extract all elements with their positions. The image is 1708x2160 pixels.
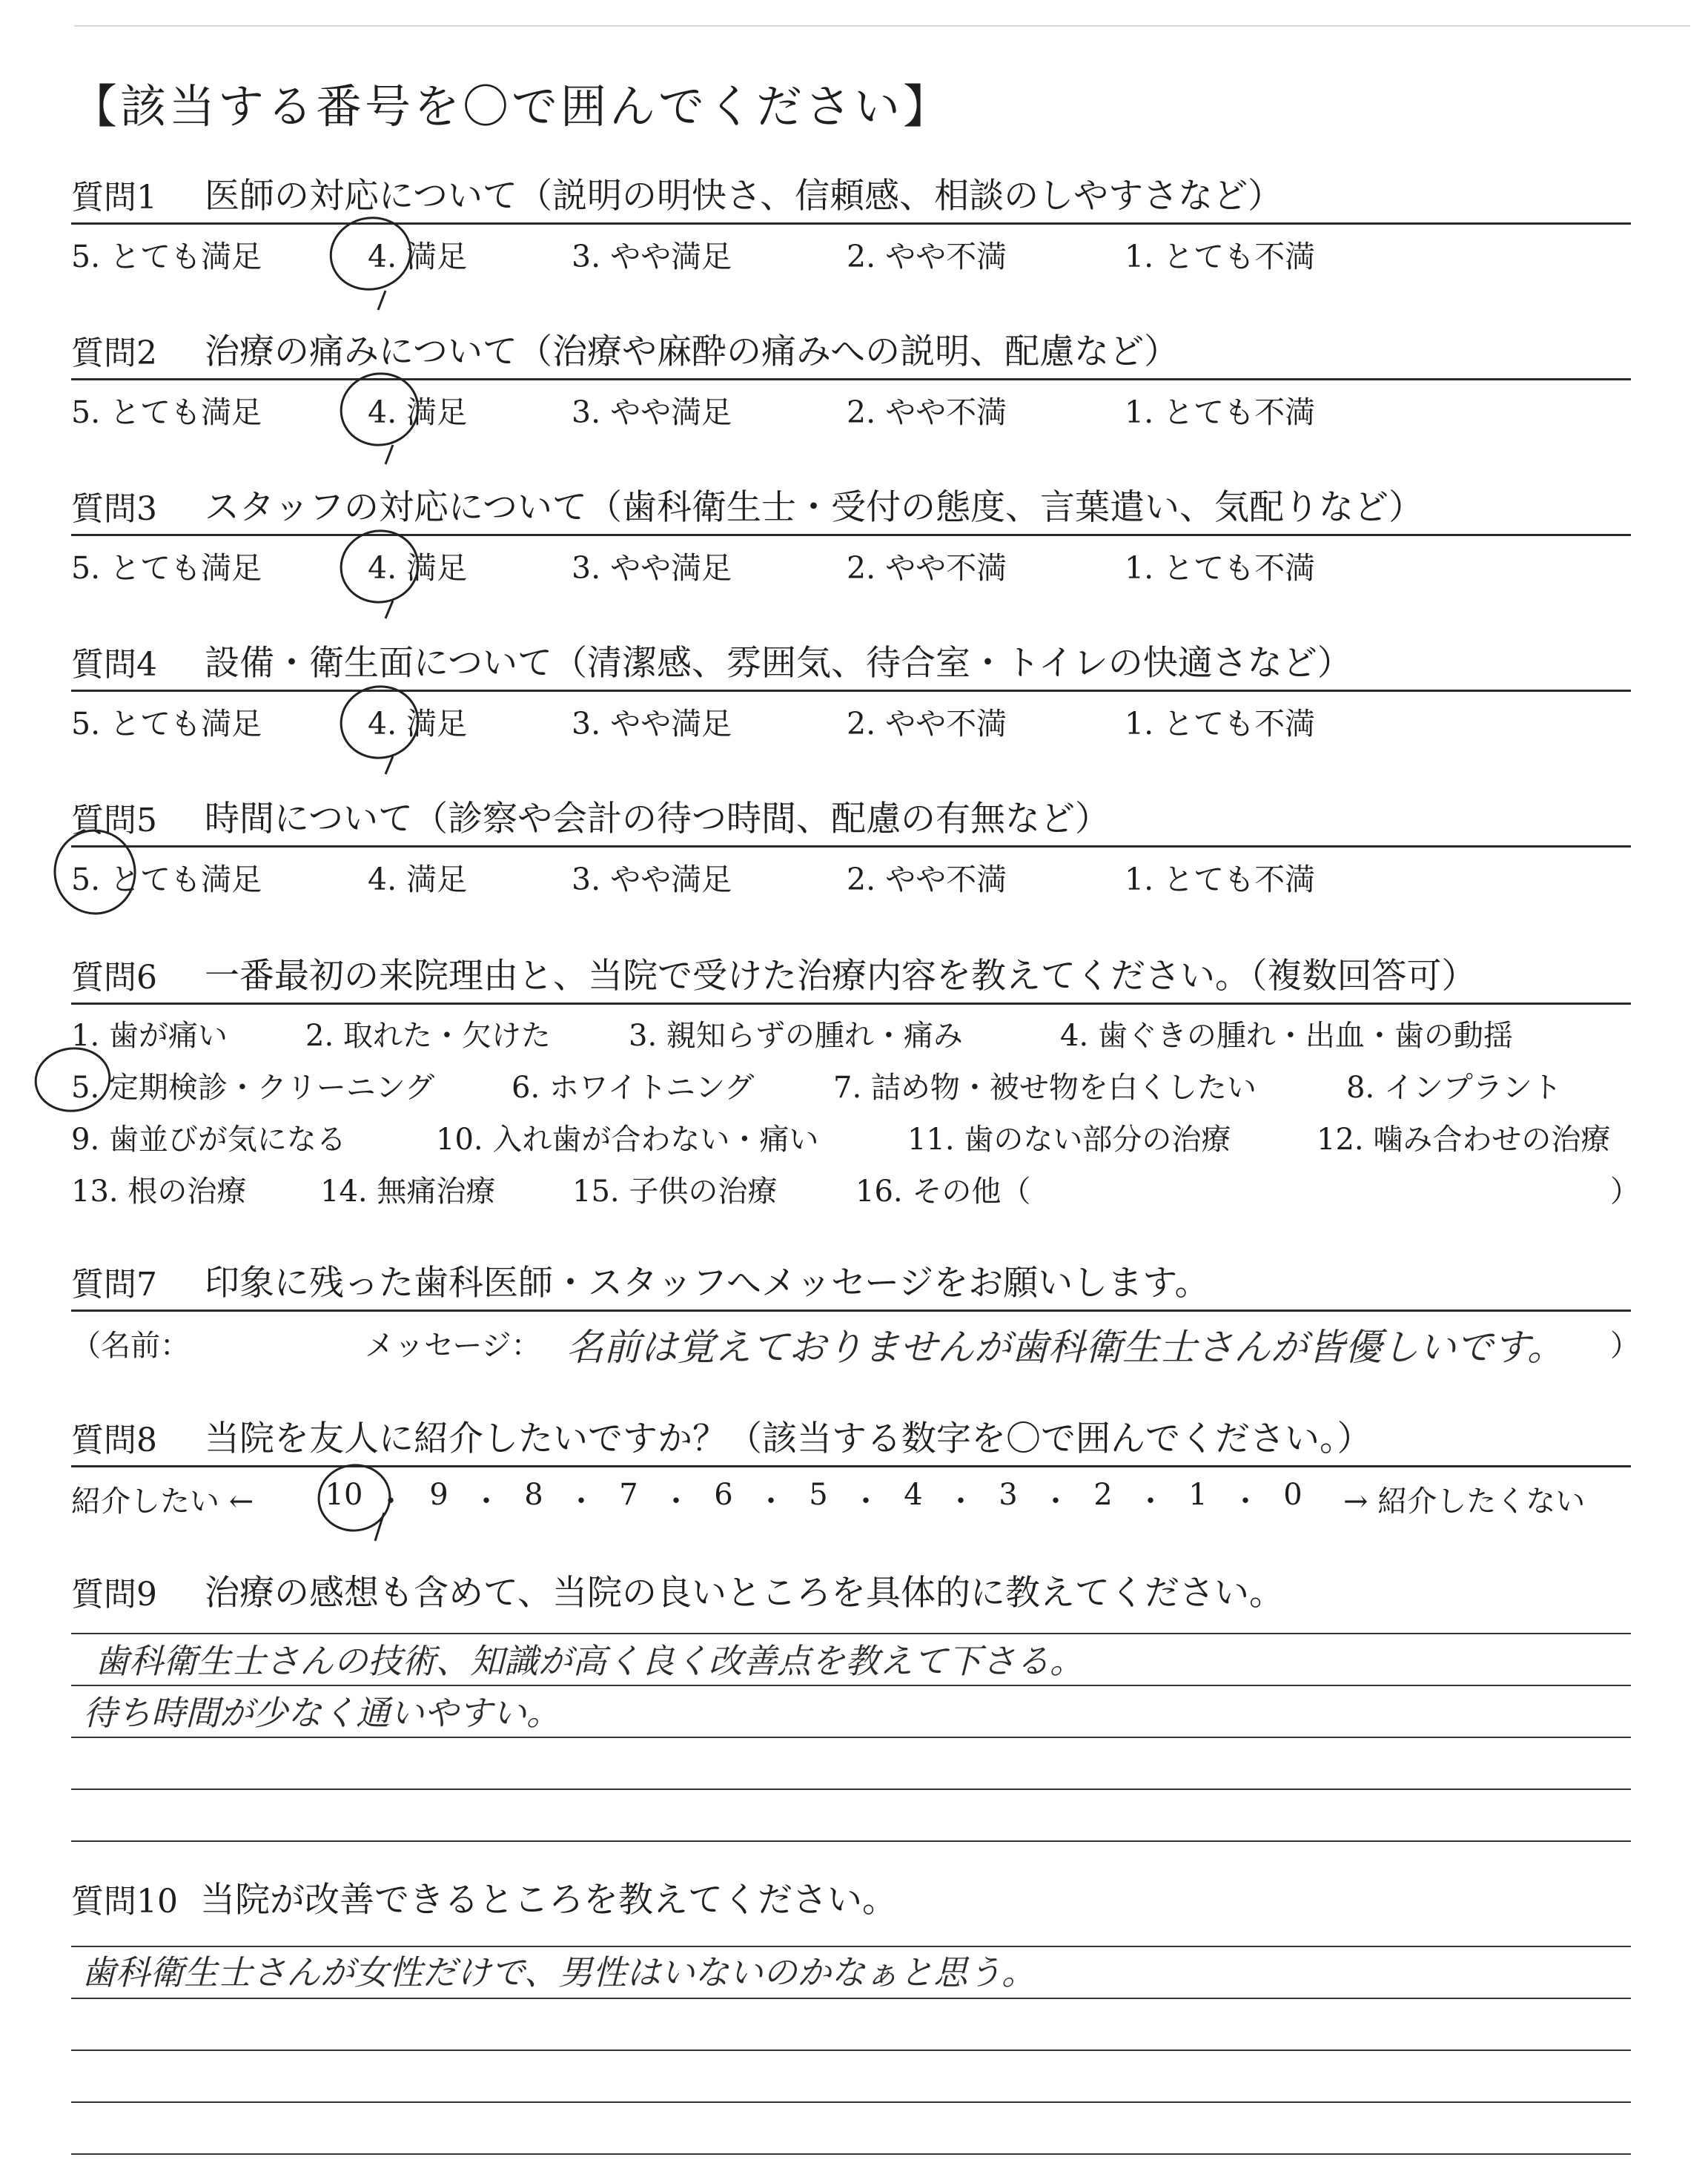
q4-selection-tail: [385, 756, 393, 774]
q3-option-1[interactable]: 1. とても不満: [1125, 550, 1316, 586]
question-3-header: [71, 478, 1631, 536]
question-4: [71, 633, 1631, 744]
scale-separator: ・: [1231, 1484, 1260, 1519]
question-9-title: 治療の感想も含めて、当院の良いところを具体的に教えてください。: [205, 1573, 1285, 1614]
q7-close-paren: ）: [1610, 1329, 1640, 1363]
question-6-title: 一番最初の来院理由と、当院で受けた治療内容を教えてください。（複数回答可）: [205, 956, 1477, 997]
scale-right-label: → 紹介したくない: [1343, 1484, 1586, 1519]
q10-answer-line: [71, 2153, 1631, 2155]
question-2-number: 質問2: [71, 334, 157, 372]
scale-value-5[interactable]: 5: [809, 1478, 828, 1512]
q2-option-1[interactable]: 1. とても不満: [1125, 394, 1316, 430]
q2-option-2[interactable]: 2. やや不満: [847, 394, 1007, 430]
question-3: [71, 478, 1631, 588]
q9-answer-line: [71, 1737, 1631, 1738]
question-1: [71, 166, 1631, 277]
question-8: [71, 1409, 1631, 1527]
question-7-number: 質問7: [71, 1266, 157, 1304]
q6-option-6[interactable]: 6. ホワイトニング: [512, 1071, 755, 1105]
scale-separator: ・: [756, 1484, 786, 1519]
q6-option-11[interactable]: 11. 歯のない部分の治療: [907, 1123, 1231, 1157]
q3-option-2[interactable]: 2. やや不満: [847, 550, 1007, 586]
question-6-options: [71, 1005, 1640, 1215]
q10-answer-line: [71, 2050, 1631, 2051]
q6-option-4[interactable]: 4. 歯ぐきの腫れ・出血・歯の動揺: [1060, 1019, 1513, 1053]
q2-option-3[interactable]: 3. やや満足: [572, 394, 732, 430]
q6-option-13[interactable]: 13. 根の治療: [71, 1175, 247, 1209]
question-5: [71, 789, 1631, 899]
q3-option-4[interactable]: 4. 満足: [368, 550, 468, 586]
q6-option-1[interactable]: 1. 歯が痛い: [71, 1019, 228, 1053]
question-7-header: [71, 1253, 1631, 1312]
question-2-header: [71, 322, 1631, 380]
question-4-title: 設備・衛生面について（清潔感、雰囲気、待合室・トイレの快適さなど）: [205, 643, 1352, 684]
q3-option-5[interactable]: 5. とても満足: [71, 550, 262, 586]
question-6-number: 質問6: [71, 959, 157, 997]
question-5-title: 時間について（診察や会計の待つ時間、配慮の有無など）: [205, 799, 1110, 839]
q1-option-4[interactable]: 4. 満足: [368, 239, 468, 274]
question-5-options: [71, 848, 1631, 899]
scale-separator: ・: [1136, 1484, 1165, 1519]
question-4-options: [71, 692, 1631, 744]
question-3-number: 質問3: [71, 490, 157, 528]
question-10-number: 質問10: [71, 1883, 178, 1920]
q7-message-label: メッセージ：: [365, 1329, 541, 1363]
scale-separator: ・: [946, 1484, 976, 1519]
scale-value-8[interactable]: 8: [524, 1478, 543, 1512]
q1-option-2[interactable]: 2. やや不満: [847, 239, 1007, 274]
q6-option-15[interactable]: 15. 子供の治療: [572, 1175, 778, 1209]
question-10: [71, 1870, 1631, 1926]
question-2-title: 治療の痛みについて（治療や麻酔の痛みへの説明、配慮など）: [205, 331, 1179, 372]
q1-option-3[interactable]: 3. やや満足: [572, 239, 732, 274]
q3-option-3[interactable]: 3. やや満足: [572, 550, 732, 586]
q5-option-2[interactable]: 2. やや不満: [847, 862, 1007, 897]
question-9: [71, 1563, 1631, 1619]
scale-separator: ・: [376, 1484, 406, 1519]
q7-message-text[interactable]: 名前は覚えておりませんが歯科衛生士さんが皆優しいです。: [566, 1326, 1564, 1369]
q9-answer-line-2[interactable]: 待ち時間が少なく通いやすい。: [83, 1693, 560, 1733]
question-2-options: [71, 380, 1631, 432]
question-2: [71, 322, 1631, 432]
q6-option-7[interactable]: 7. 詰め物・被せ物を白くしたい: [833, 1071, 1257, 1105]
q10-answer-line: [71, 2101, 1631, 2103]
scale-separator: ・: [661, 1484, 691, 1519]
question-5-number: 質問5: [71, 802, 157, 839]
q6-option-3[interactable]: 3. 親知らずの腫れ・痛み: [629, 1019, 963, 1053]
q4-option-4[interactable]: 4. 満足: [368, 706, 468, 742]
question-7: [71, 1253, 1640, 1369]
q6-option-14[interactable]: 14. 無痛治療: [320, 1175, 496, 1209]
question-4-number: 質問4: [71, 646, 157, 684]
q5-option-3[interactable]: 3. やや満足: [572, 862, 732, 897]
scale-separator: ・: [1041, 1484, 1070, 1519]
scale-separator: ・: [851, 1484, 881, 1519]
scale-value-0[interactable]: 0: [1283, 1478, 1302, 1512]
q6-close-paren: ）: [1610, 1175, 1640, 1209]
q6-option-10[interactable]: 10. 入れ歯が合わない・痛い: [436, 1123, 819, 1157]
q2-selection-tail: [385, 445, 393, 464]
recommend-scale: [71, 1467, 1631, 1527]
scale-value-7[interactable]: 7: [619, 1478, 638, 1512]
q6-option-16[interactable]: 16. その他（: [855, 1175, 1031, 1209]
q3-selection-tail: [385, 601, 393, 618]
question-8-number: 質問8: [71, 1421, 157, 1459]
question-3-title: スタッフの対応について（歯科衛生士・受付の態度、言葉遣い、気配りなど）: [205, 487, 1424, 528]
scale-separator: ・: [471, 1484, 501, 1519]
scale-value-2[interactable]: 2: [1093, 1478, 1113, 1512]
question-1-number: 質問1: [71, 179, 157, 217]
q5-option-5[interactable]: 5. とても満足: [71, 862, 262, 897]
q1-selection-tail: [378, 291, 385, 310]
q4-option-2[interactable]: 2. やや不満: [847, 706, 1007, 742]
question-4-header: [71, 633, 1631, 692]
question-6-header: [71, 946, 1631, 1005]
q4-option-3[interactable]: 3. やや満足: [572, 706, 732, 742]
q5-option-4[interactable]: 4. 満足: [368, 862, 468, 897]
question-6: [71, 946, 1640, 1215]
q9-answer-line: [71, 1789, 1631, 1790]
q6-option-12[interactable]: 12. 噛み合わせの治療: [1317, 1123, 1611, 1157]
q9-answer-line: [71, 1840, 1631, 1842]
question-10-header: [71, 1870, 1631, 1926]
q7-name-label: （名前：: [71, 1329, 190, 1363]
top-border: [74, 25, 1690, 27]
question-10-title: 当院が改善できるところを教えてください。: [200, 1880, 897, 1920]
question-9-header: [71, 1563, 1631, 1619]
q10-answer-line-1[interactable]: 歯科衛生士さんが女性だけで、男性はいないのかなぁと思う。: [82, 1952, 1036, 1992]
q6-option-9[interactable]: 9. 歯並びが気になる: [71, 1123, 346, 1157]
page-title: 【該当する番号を〇で囲んでください】: [71, 79, 953, 133]
scale-value-1[interactable]: 1: [1188, 1478, 1208, 1512]
question-9-number: 質問9: [71, 1576, 157, 1614]
question-8-title: 当院を友人に紹介したいですか？（該当する数字を〇で囲んでください。）: [205, 1418, 1372, 1459]
question-3-options: [71, 536, 1631, 588]
q2-option-4[interactable]: 4. 満足: [368, 394, 468, 430]
q10-answer-line: [71, 1998, 1631, 1999]
q6-option-2[interactable]: 2. 取れた・欠けた: [305, 1019, 551, 1053]
scale-value-10[interactable]: 10: [325, 1478, 363, 1512]
question-1-header: [71, 166, 1631, 225]
q1-option-1[interactable]: 1. とても不満: [1125, 239, 1316, 274]
q4-option-5[interactable]: 5. とても満足: [71, 706, 262, 742]
question-1-title: 医師の対応について（説明の明快さ、信頼感、相談のしやすさなど）: [205, 176, 1283, 217]
question-7-title: 印象に残った歯科医師・スタッフへメッセージをお願いします。: [205, 1263, 1210, 1304]
question-5-header: [71, 789, 1631, 848]
q6-option-5[interactable]: 5. 定期検診・クリーニング: [71, 1071, 435, 1105]
scale-value-9[interactable]: 9: [429, 1478, 448, 1512]
scale-value-6[interactable]: 6: [714, 1478, 733, 1512]
scale-left-label: 紹介したい ←: [71, 1484, 254, 1519]
q1-option-5[interactable]: 5. とても満足: [71, 239, 262, 274]
q9-answer-line-1[interactable]: 歯科衛生士さんの技術、知識が高く良く改善点を教えて下さる。: [95, 1641, 1084, 1681]
scale-separator: ・: [566, 1484, 596, 1519]
question-8-header: [71, 1409, 1631, 1467]
q4-option-1[interactable]: 1. とても不満: [1125, 706, 1316, 742]
q6-option-8[interactable]: 8. インプラント: [1346, 1071, 1562, 1105]
q2-option-5[interactable]: 5. とても満足: [71, 394, 262, 430]
question-1-options: [71, 225, 1631, 277]
q5-option-1[interactable]: 1. とても不満: [1125, 862, 1316, 897]
scale-value-4[interactable]: 4: [904, 1478, 923, 1512]
scale-value-3[interactable]: 3: [999, 1478, 1018, 1512]
question-7-message-row: [71, 1312, 1640, 1369]
